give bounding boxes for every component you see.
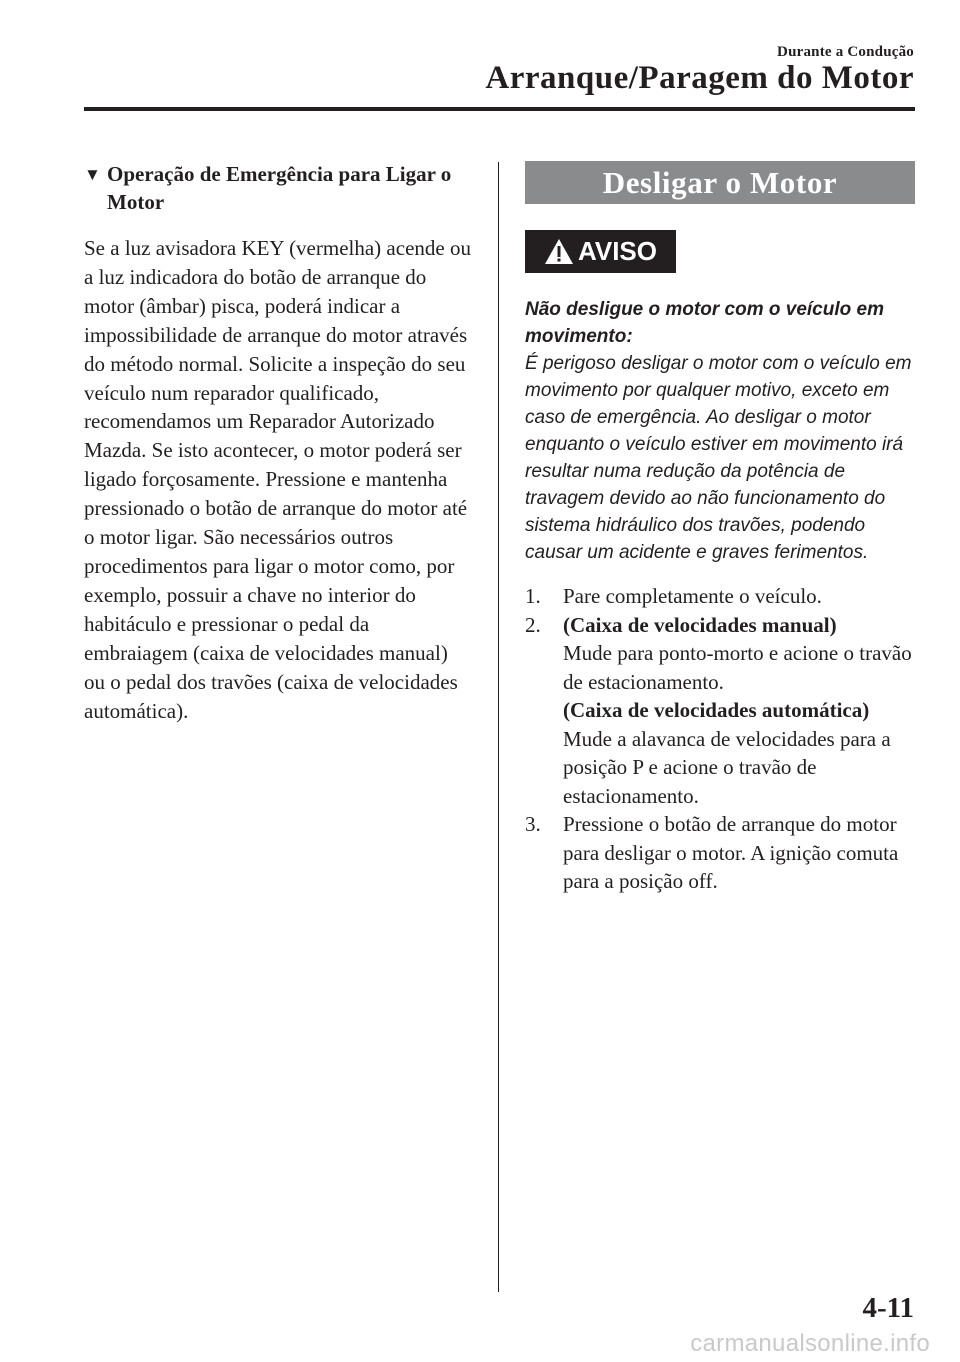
warning-heading: Não desligue o motor com o veículo em movimento: bbox=[525, 299, 884, 347]
triangle-down-icon: ▼ bbox=[84, 165, 101, 184]
emergency-start-paragraph: Se a luz avisadora KEY (vermelha) acende ou a luz indicadora do botão de arranque do motor (âmbar) pisca, poderá indicar a impossibilidade de arranque do motor através do método normal. Solicite a inspeção do seu veículo num reparador qualificado, recomendamos um Reparador Autorizado Mazda. Se isto acontecer, o motor poderá ser ligado forçosamente. Pressione e mantenha pressionado o botão de arranque do motor até o motor ligar. São necessários outros procedimentos para ligar o motor como, por exemplo, possuir a chave no interior do habitáculo e pressionar o pedal da embraiagem (caixa de velocidades manual) ou o pedal dos travões (caixa de velocidades automática). bbox=[84, 236, 471, 723]
section-banner: Desligar o Motor bbox=[525, 161, 915, 204]
running-header-title: Arranque/Paragem do Motor bbox=[485, 60, 914, 96]
procedure-steps bbox=[525, 582, 915, 896]
step-text: Pressione o botão de arranque do motor para desligar o motor. A ignição comuta para a posição off. bbox=[563, 812, 899, 893]
step-number: 1. bbox=[525, 584, 541, 608]
header-rule bbox=[84, 107, 915, 111]
left-column bbox=[84, 160, 474, 725]
running-header-section: Durante a Condução bbox=[777, 44, 914, 60]
automatic-gearbox-label: (Caixa de velocidades automática) bbox=[563, 698, 870, 722]
right-column bbox=[525, 161, 915, 896]
list-item bbox=[525, 611, 915, 811]
list-item bbox=[525, 582, 915, 611]
watermark: carmanualsonline.info bbox=[690, 1330, 930, 1357]
step-number: 3. bbox=[525, 812, 541, 836]
step-number: 2. bbox=[525, 612, 541, 637]
warning-label: AVISO bbox=[578, 236, 657, 266]
page-number: 4-11 bbox=[862, 1292, 914, 1324]
manual-gearbox-text: Mude para ponto-morto e acione o travão de estacionamento. bbox=[563, 641, 912, 694]
warning-badge bbox=[525, 230, 676, 273]
column-divider bbox=[498, 162, 499, 1292]
manual-gearbox-label: (Caixa de velocidades manual) bbox=[563, 612, 837, 637]
emergency-start-heading bbox=[84, 160, 474, 216]
warning-text: É perigoso desligar o motor com o veículo em movimento por qualquer motivo, exceto em caso de emergência. Ao desligar o motor enquanto o veículo estiver em movimento irá resultar numa redução da potência de travagem devido ao não funcionamento do sistema hidráulico dos travões, podendo causar um acidente e graves ferimentos. bbox=[525, 353, 912, 563]
emergency-start-heading-text: Operação de Emergência para Ligar o Motor bbox=[107, 162, 452, 214]
step-text: Pare completamente o veículo. bbox=[563, 584, 822, 608]
automatic-gearbox-text: Mude a alavanca de velocidades para a posição P e acione o travão de estacionamento. bbox=[563, 726, 891, 808]
list-item bbox=[525, 810, 915, 896]
warning-triangle-icon bbox=[544, 238, 574, 265]
